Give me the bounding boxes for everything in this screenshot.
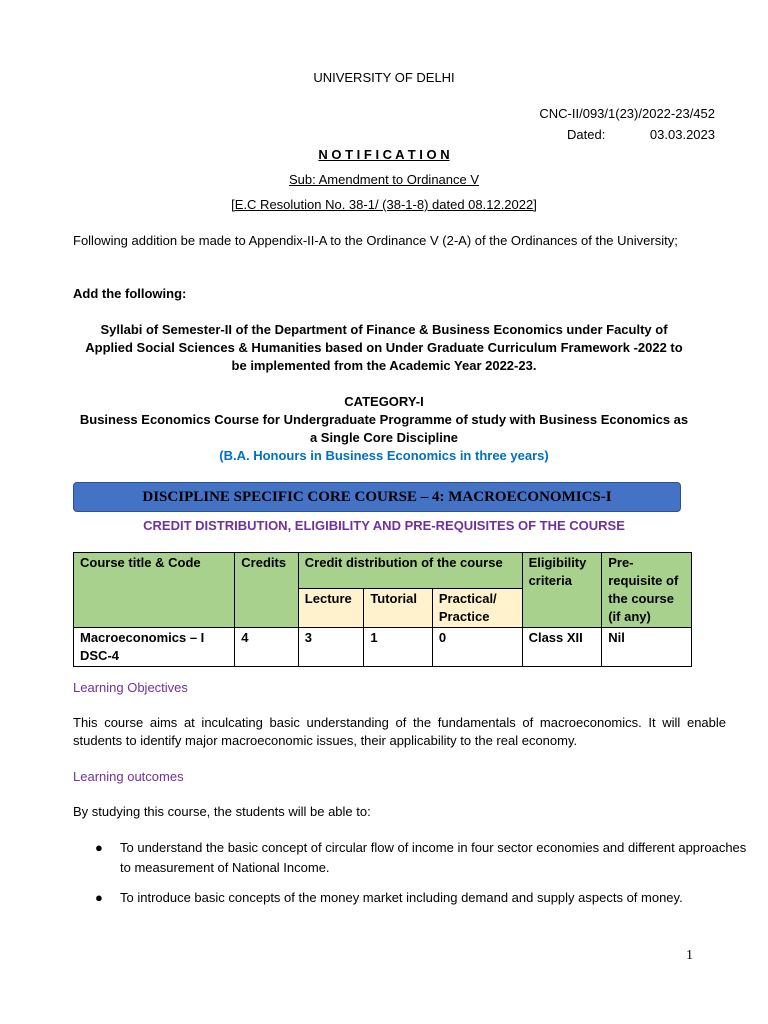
syllabi-description	[0, 321, 768, 375]
cell-title-code: Macroeconomics – I DSC-4	[74, 628, 235, 667]
outcomes-list	[73, 838, 760, 918]
date-value: 03.03.2023	[649, 127, 715, 142]
syllabi-line: be implemented from the Academic Year 2022-23.	[231, 358, 537, 373]
header-eligibility: Eligibility criteria	[522, 553, 602, 628]
university-name: UNIVERSITY OF DELHI	[313, 70, 455, 85]
category-block	[0, 393, 768, 465]
course-table	[73, 552, 692, 667]
header-tutorial: Tutorial	[364, 589, 433, 628]
bullet-icon: ●	[95, 840, 103, 855]
cell-tutorial: 1	[364, 628, 433, 667]
header-distribution: Credit distribution of the course	[298, 553, 522, 589]
header-prerequisite: Pre-requisite of the course (if any)	[602, 553, 692, 628]
learning-outcomes-intro: By studying this course, the students will be able to:	[73, 804, 371, 819]
credit-distribution-heading: CREDIT DISTRIBUTION, ELIGIBILITY AND PRE-REQUISITES OF THE COURSE	[143, 518, 625, 533]
header-title-code: Course title & Code	[74, 553, 235, 628]
list-item-text: To understand the basic concept of circular flow of income in four sector economies and different approaches to measurement of National Income.	[120, 840, 747, 875]
reference-number: CNC-II/093/1(23)/2022-23/452	[539, 106, 715, 121]
notification-subject: Sub: Amendment to Ordinance V	[288, 172, 480, 187]
header-lecture: Lecture	[298, 589, 364, 628]
cell-credits: 4	[235, 628, 299, 667]
resolution-reference: [E.C Resolution No. 38-1/ (38-1-8) dated 08.12.2022]	[231, 197, 537, 212]
header-practical: Practical/ Practice	[432, 589, 522, 628]
cell-prerequisite: Nil	[602, 628, 692, 667]
cell-lecture: 3	[298, 628, 364, 667]
list-item	[95, 888, 760, 908]
intro-paragraph: Following addition be made to Appendix-II-A to the Ordinance V (2-A) of the Ordinances of the University;	[73, 233, 678, 248]
learning-outcomes-heading: Learning outcomes	[73, 769, 184, 784]
learning-objectives-text: This course aims at inculcating basic understanding of the fundamentals of macroeconomics. It will enable students to identify major macroeconomic issues, their applicability to the real economy.	[73, 715, 726, 748]
list-item	[95, 838, 760, 878]
add-following-heading: Add the following:	[73, 286, 187, 301]
bullet-icon: ●	[95, 890, 103, 905]
header-credits: Credits	[235, 553, 299, 628]
learning-objectives-heading: Learning Objectives	[73, 680, 188, 695]
course-banner: DISCIPLINE SPECIFIC CORE COURSE – 4: MACROECONOMICS-I	[73, 482, 681, 512]
list-item-text: To introduce basic concepts of the money market including demand and supply aspects of money.	[120, 890, 683, 905]
category-line: Business Economics Course for Undergraduate Programme of study with Business Economics as	[79, 412, 689, 427]
table-row	[74, 628, 692, 667]
cell-practical: 0	[432, 628, 522, 667]
date-label: Dated:	[567, 127, 606, 142]
syllabi-line: Applied Social Sciences & Humanities based on Under Graduate Curriculum Framework -2022 to	[85, 340, 683, 355]
category-title: CATEGORY-I	[344, 394, 424, 409]
cell-eligibility: Class XII	[522, 628, 602, 667]
notification-title: N O T I F I C A T I O N	[318, 147, 450, 162]
syllabi-line: Syllabi of Semester-II of the Department of Finance & Business Economics under Faculty of	[100, 322, 668, 337]
category-line: a Single Core Discipline	[309, 430, 459, 445]
page-number: 1	[686, 948, 693, 963]
date-line	[567, 127, 715, 142]
honours-subtitle: (B.A. Honours in Business Economics in three years)	[219, 448, 549, 463]
table-header-row	[74, 553, 692, 589]
